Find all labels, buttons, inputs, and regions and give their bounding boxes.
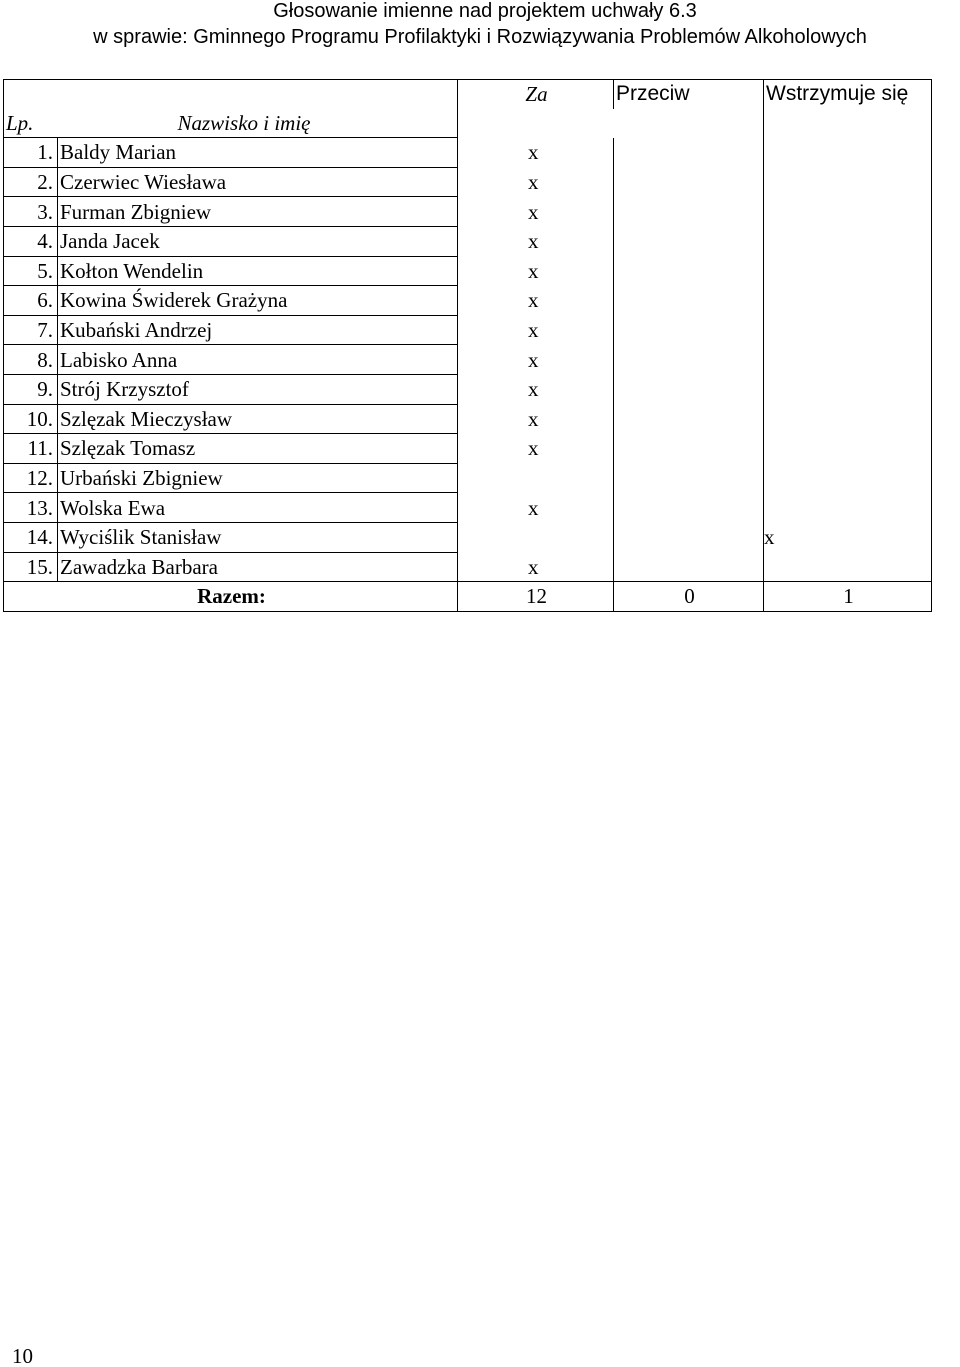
table-row: [4, 286, 932, 316]
row-name: Furman Zbigniew: [58, 197, 458, 227]
table-row: [4, 167, 932, 197]
row-vote-za: [458, 463, 614, 493]
table-row: [4, 315, 932, 345]
row-name: Zawadzka Barbara: [58, 552, 458, 582]
row-lp: 3.: [4, 197, 58, 227]
row-vote-wstrzymuje: [764, 374, 932, 404]
row-lp: 1.: [4, 138, 58, 168]
row-lp: 4.: [4, 226, 58, 256]
row-vote-przeciw: [614, 167, 764, 197]
table-row: [4, 256, 932, 286]
row-vote-przeciw: [614, 404, 764, 434]
row-vote-wstrzymuje: [764, 552, 932, 582]
column-header-lp: Lp.: [4, 109, 58, 138]
row-vote-wstrzymuje: [764, 345, 932, 375]
row-lp: 11.: [4, 434, 58, 464]
totals-row: [4, 582, 932, 612]
row-lp: 14.: [4, 522, 58, 552]
row-lp: 7.: [4, 315, 58, 345]
row-vote-za: x: [458, 226, 614, 256]
row-vote-przeciw: [614, 374, 764, 404]
row-lp: 15.: [4, 552, 58, 582]
row-name: Wolska Ewa: [58, 493, 458, 523]
table-row: [4, 463, 932, 493]
row-vote-wstrzymuje: [764, 493, 932, 523]
row-vote-za: x: [458, 197, 614, 227]
table-row: [4, 434, 932, 464]
row-vote-za: [458, 522, 614, 552]
row-vote-przeciw: [614, 256, 764, 286]
document-title: Głosowanie imienne nad projektem uchwały 6.3: [273, 0, 697, 22]
column-header-name: Nazwisko i imię: [177, 110, 311, 135]
row-vote-przeciw: [614, 463, 764, 493]
row-vote-przeciw: [614, 493, 764, 523]
row-name: Kowina Świderek Grażyna: [58, 286, 458, 316]
row-vote-wstrzymuje: [764, 167, 932, 197]
row-vote-za: x: [458, 138, 614, 168]
row-lp: 10.: [4, 404, 58, 434]
table-row: [4, 404, 932, 434]
row-vote-za: x: [458, 493, 614, 523]
row-vote-przeciw: [614, 345, 764, 375]
row-lp: 6.: [4, 286, 58, 316]
table-row: [4, 552, 932, 582]
row-vote-wstrzymuje: [764, 138, 932, 168]
row-vote-wstrzymuje: [764, 315, 932, 345]
row-vote-wstrzymuje: [764, 463, 932, 493]
row-vote-wstrzymuje: [764, 404, 932, 434]
row-vote-za: x: [458, 286, 614, 316]
row-name: Strój Krzysztof: [58, 374, 458, 404]
row-vote-wstrzymuje: [764, 226, 932, 256]
header-lp-spacer: [4, 80, 58, 109]
row-name: Wyciślik Stanisław: [58, 522, 458, 552]
row-lp: 9.: [4, 374, 58, 404]
table-row: [4, 493, 932, 523]
row-name: Janda Jacek: [58, 226, 458, 256]
row-lp: 12.: [4, 463, 58, 493]
row-name: Labisko Anna: [58, 345, 458, 375]
row-name: Kołton Wendelin: [58, 256, 458, 286]
column-header-wstrzymuje: Wstrzymuje się: [764, 80, 932, 109]
row-vote-przeciw: [614, 226, 764, 256]
row-name: Baldy Marian: [58, 138, 458, 168]
row-vote-wstrzymuje: [764, 286, 932, 316]
document-subject: w sprawie: Gminnego Programu Profilaktyki i Rozwiązywania Problemów Alkoholowych: [93, 26, 867, 48]
totals-za: 12: [458, 582, 614, 612]
row-vote-za: x: [458, 345, 614, 375]
row-vote-za: x: [458, 315, 614, 345]
header-przeciw-spacer: [614, 109, 764, 138]
row-name: Szlęzak Tomasz: [58, 434, 458, 464]
row-lp: 2.: [4, 167, 58, 197]
header-wstrzymuje-spacer: [764, 109, 932, 138]
table-header-row-1: [4, 80, 932, 109]
row-name: Szlęzak Mieczysław: [58, 404, 458, 434]
row-name: Czerwiec Wiesława: [58, 167, 458, 197]
column-header-za: Za: [458, 80, 614, 109]
row-lp: 5.: [4, 256, 58, 286]
row-vote-za: x: [458, 374, 614, 404]
row-vote-wstrzymuje: x: [764, 522, 932, 552]
column-header-przeciw: Przeciw: [614, 80, 764, 109]
row-name: Kubański Andrzej: [58, 315, 458, 345]
row-name: Urbański Zbigniew: [58, 463, 458, 493]
row-lp: 8.: [4, 345, 58, 375]
header-name-spacer: [58, 80, 458, 109]
table-row: [4, 522, 932, 552]
totals-wstrzymuje: 1: [764, 582, 932, 612]
page-number: 10: [12, 1344, 33, 1367]
row-vote-za: x: [458, 167, 614, 197]
row-vote-przeciw: [614, 434, 764, 464]
row-vote-za: x: [458, 256, 614, 286]
row-vote-przeciw: [614, 138, 764, 168]
row-vote-za: x: [458, 552, 614, 582]
table-row: [4, 374, 932, 404]
table-row: [4, 226, 932, 256]
row-vote-przeciw: [614, 552, 764, 582]
totals-przeciw: 0: [614, 582, 764, 612]
row-vote-wstrzymuje: [764, 434, 932, 464]
row-vote-przeciw: [614, 197, 764, 227]
row-vote-przeciw: [614, 286, 764, 316]
row-lp: 13.: [4, 493, 58, 523]
table-row: [4, 345, 932, 375]
table-header-row-2: [4, 109, 932, 138]
row-vote-za: x: [458, 434, 614, 464]
row-vote-przeciw: [614, 522, 764, 552]
header-za-spacer: [458, 109, 614, 138]
row-vote-przeciw: [614, 315, 764, 345]
table-row: [4, 197, 932, 227]
row-vote-wstrzymuje: [764, 197, 932, 227]
row-vote-za: x: [458, 404, 614, 434]
vote-table: [3, 79, 932, 612]
totals-label: Razem:: [4, 582, 458, 612]
row-vote-wstrzymuje: [764, 256, 932, 286]
table-row: [4, 138, 932, 168]
